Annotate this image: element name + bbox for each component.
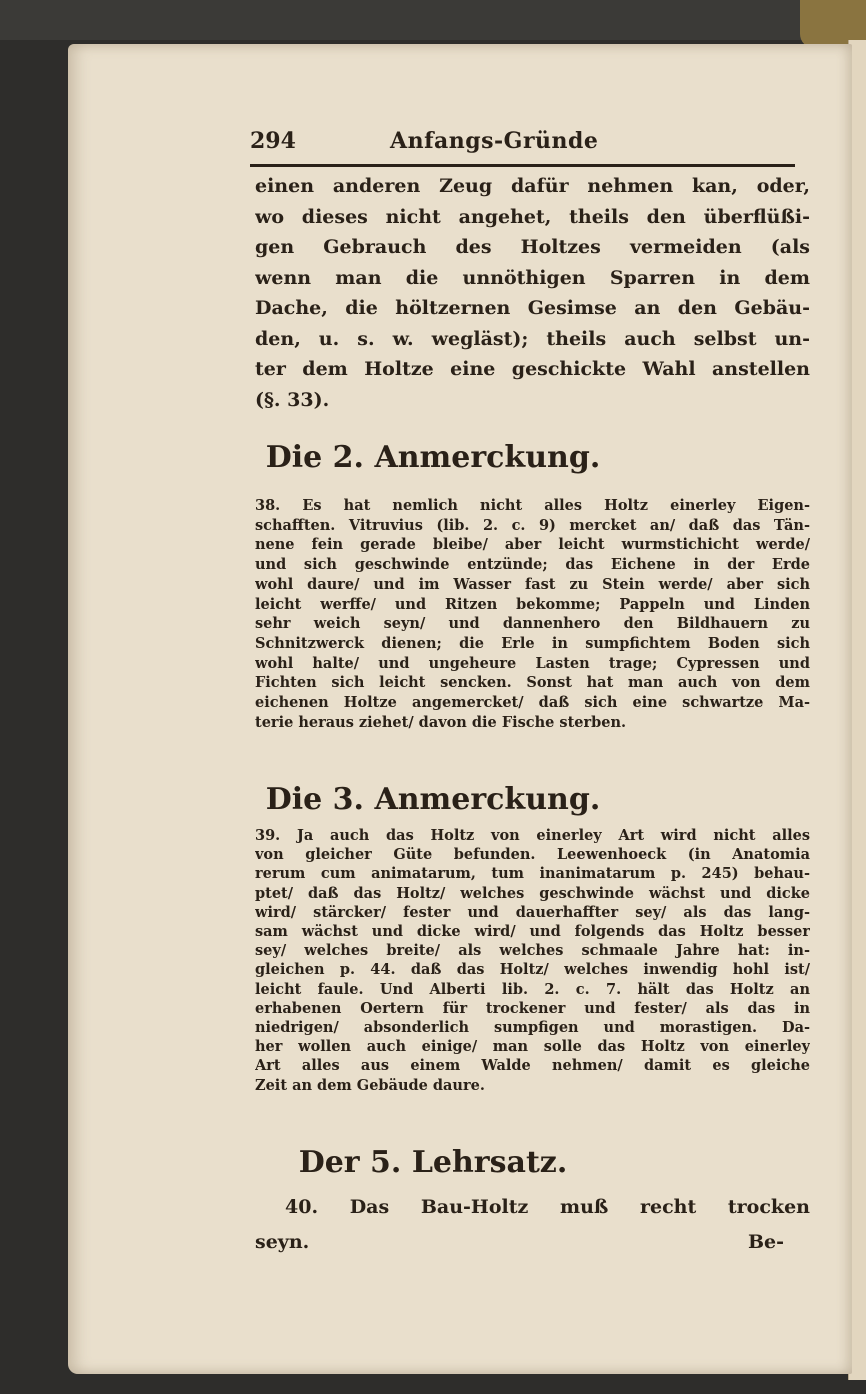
- text-line: nene fein gerade bleibe/ aber leicht wurmstichicht werde/: [255, 536, 810, 554]
- text-line: wohl halte/ und ungeheure Lasten trage; Cypressen und: [255, 654, 810, 672]
- text-line: sam wächst und dicke wird/ und folgends das Holtz besser: [255, 923, 810, 940]
- header-rule: [250, 164, 795, 167]
- text-line: 38. Es hat nemlich nicht alles Holtz einerley Eigen-: [255, 497, 810, 514]
- text-line: von gleicher Güte befunden. Leewenhoeck (in Anatomia: [255, 846, 810, 864]
- heading-anmerckung-2: Die 2. Anmerckung.: [265, 440, 601, 475]
- text-line: wohl daure/ und im Wasser fast zu Stein werde/ aber sich: [255, 575, 810, 593]
- text-line: niedrigen/ absonderlich sumpfigen und morastigen. Da-: [255, 1019, 810, 1036]
- text-line: gen Gebrauch des Holtzes vermeiden (als: [255, 236, 810, 258]
- text-line: rerum cum animatarum, tum inanimatarum p. 245) behau-: [255, 865, 810, 883]
- text-line: Schnitzwerck dienen; die Erle in sumpfichtem Boden sich: [255, 634, 810, 652]
- text-line: gleichen p. 44. daß das Holtz/ welches inwendig hohl ist/: [255, 961, 810, 979]
- text-line: leicht faule. Und Alberti lib. 2. c. 7. hält das Holtz an: [255, 980, 810, 998]
- text-line: und sich geschwinde entzünde; das Eichene in der Erde: [255, 556, 810, 574]
- catchword: Be-: [748, 1231, 785, 1253]
- heading-anmerckung-3: Die 3. Anmerckung.: [265, 782, 601, 817]
- text-line: wo dieses nicht angehet, theils den überflüßi-: [255, 205, 810, 228]
- text-line: erhabenen Oertern für trockener und fester/ als das in: [255, 999, 810, 1017]
- text-line: sehr weich seyn/ und dannenhero den Bildhauern zu: [255, 615, 810, 633]
- text-line: 39. Ja auch das Holtz von einerley Art wird nicht alles: [255, 827, 810, 844]
- text-line: wird/ stärcker/ fester und dauerhaffter sey/ als das lang-: [255, 903, 810, 921]
- text-line: eichenen Holtze angemercket/ daß sich eine schwartze Ma-: [255, 694, 810, 711]
- text-line: ptet/ daß das Holtz/ welches geschwinde wächst und dicke: [255, 884, 810, 902]
- text-line: schafften. Vitruvius (lib. 2. c. 9) mercket an/ daß das Tän-: [255, 516, 810, 534]
- running-title: Anfangs-Gründe: [390, 128, 599, 154]
- text-line: Dache, die höltzernen Gesimse an den Gebäu-: [255, 297, 810, 319]
- page-number: 294: [250, 128, 296, 154]
- text-line: 40. Das Bau-Holtz muß recht trocken: [285, 1196, 810, 1218]
- text-line: (§. 33).: [255, 388, 330, 411]
- text-line: Fichten sich leicht sencken. Sonst hat man auch von dem: [255, 674, 810, 692]
- text-line: terie heraus ziehet/ davon die Fische sterben.: [255, 713, 627, 731]
- text-line: ter dem Holtze eine geschickte Wahl anstellen: [255, 358, 810, 380]
- heading-lehrsatz-5: Der 5. Lehrsatz.: [298, 1145, 568, 1180]
- text-line: Zeit an dem Gebäude daure.: [255, 1076, 485, 1094]
- text-line: sey/ welches breite/ als welches schmaale Jahre hat: in-: [255, 942, 810, 960]
- text-line: einen anderen Zeug dafür nehmen kan, oder,: [255, 175, 810, 197]
- text-line: leicht werffe/ und Ritzen bekomme; Pappeln und Linden: [255, 595, 810, 613]
- scan-background: [0, 0, 866, 40]
- text-line: Art alles aus einem Walde nehmen/ damit es gleiche: [255, 1057, 810, 1075]
- text-line: den, u. s. w. wegläst); theils auch selbst un-: [255, 327, 810, 350]
- text-line: her wollen auch einige/ man solle das Holtz von einerley: [255, 1038, 810, 1056]
- text-line: wenn man die unnöthigen Sparren in dem: [255, 266, 810, 289]
- page-header: [250, 128, 795, 164]
- text-line: seyn.: [255, 1231, 310, 1253]
